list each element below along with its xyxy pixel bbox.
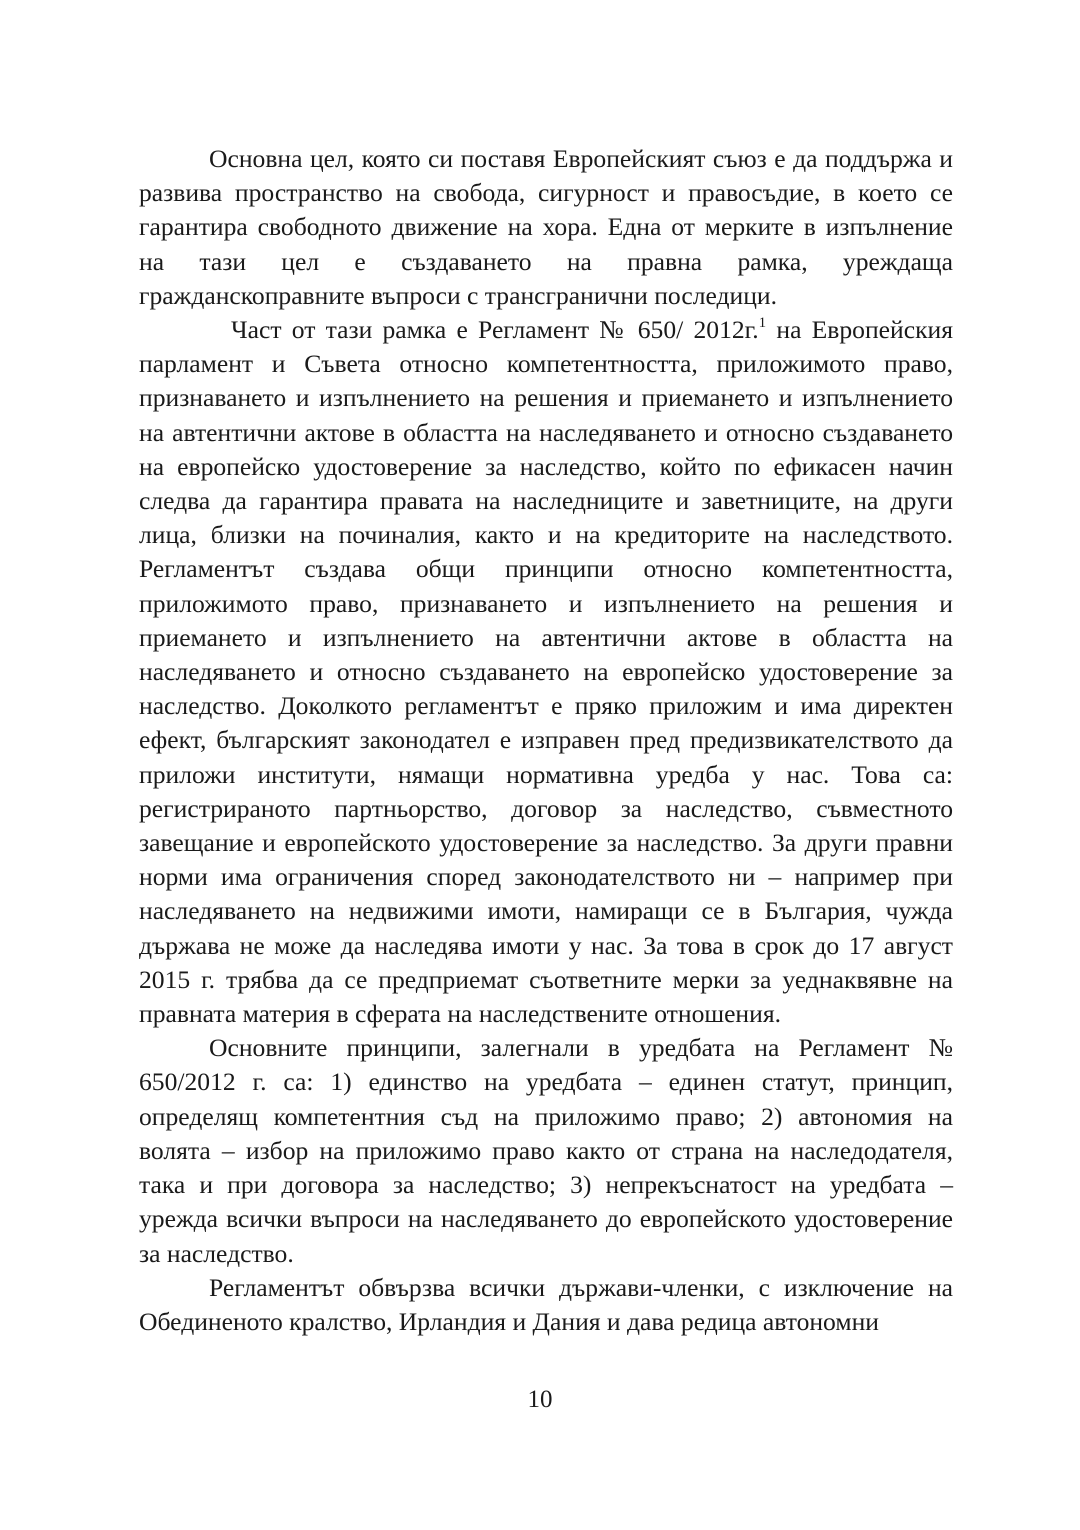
paragraph-regulation xyxy=(139,313,953,1031)
body-text xyxy=(139,142,953,1339)
paragraph-intro: Основна цел, която си поставя Европейският съюз е да поддържа и развива пространство на свобода, сигурност и правосъдие, в което се гарантира свободното движение на хора. Една от мерките в изпълнение на тази цел е създаването на правна рамка, уреждаща гражданскоправните въпроси с трансгранични последици. xyxy=(139,144,953,310)
paragraph-principles: Основните принципи, залегнали в уредбата на Регламент № 650/2012 г. са: 1) единство на уредбата – единен статут, принцип, определящ компетентния съд на приложимо право; 2) автономия на волята – избор на приложимо право както от страна на наследодателя, така и при договора за наследство; 3) непрекъснатост на уредбата – урежда всички въпроси на наследяването до европейското удостоверение за наследство. xyxy=(139,1033,953,1268)
regulation-citation: Част от тази рамка е Регламент № 650/ 2012г. xyxy=(231,315,759,345)
footnote-reference[interactable]: 1 xyxy=(758,315,767,332)
regulation-description: на Европейския парламент и Съвета относно компетентността, приложимото право, признаването и изпълнението на решения и приемането и изпълнението на автентични актове в областта на наследяването и относно създаването на европейско удостоверение за наследство, който по ефикасен начин следва да гарантира правата на наследниците и заветниците, на други лица, близки на починалия, както и на кредиторите на наследството. Регламентът създава общи принципи относно компетентността, приложимото право, признаването и изпълнението на решения и приемането и изпълнението на автентични актове в областта на наследяването и относно създаването на европейско удостоверение за наследство. Доколкото регламентът е пряко приложим и има директен ефект, българският законодател е изправен пред предизвикателството да приложи институти, нямащи нормативна уредба у нас. Това са: регистрираното партньорство, договор за наследство, съвместното завещание и европейското удостоверение за наследство. За други правни норми има ограничения според законодателството ни – например при наследяването на недвижими имоти, намиращи се в България, чужда държава не може да наследява имоти у нас. За това в срок до 17 август 2015 г. трябва да се предприемат съответните мерки за уеднаквявне на правната материя в сферата на наследствените отношения. xyxy=(139,315,953,1029)
page-number: 10 xyxy=(527,1386,553,1413)
paragraph-binding: Регламентът обвързва всички държави-членки, с изключение на Обединеното кралство, Ирландия и Дания и дава редица автономни xyxy=(139,1272,953,1336)
